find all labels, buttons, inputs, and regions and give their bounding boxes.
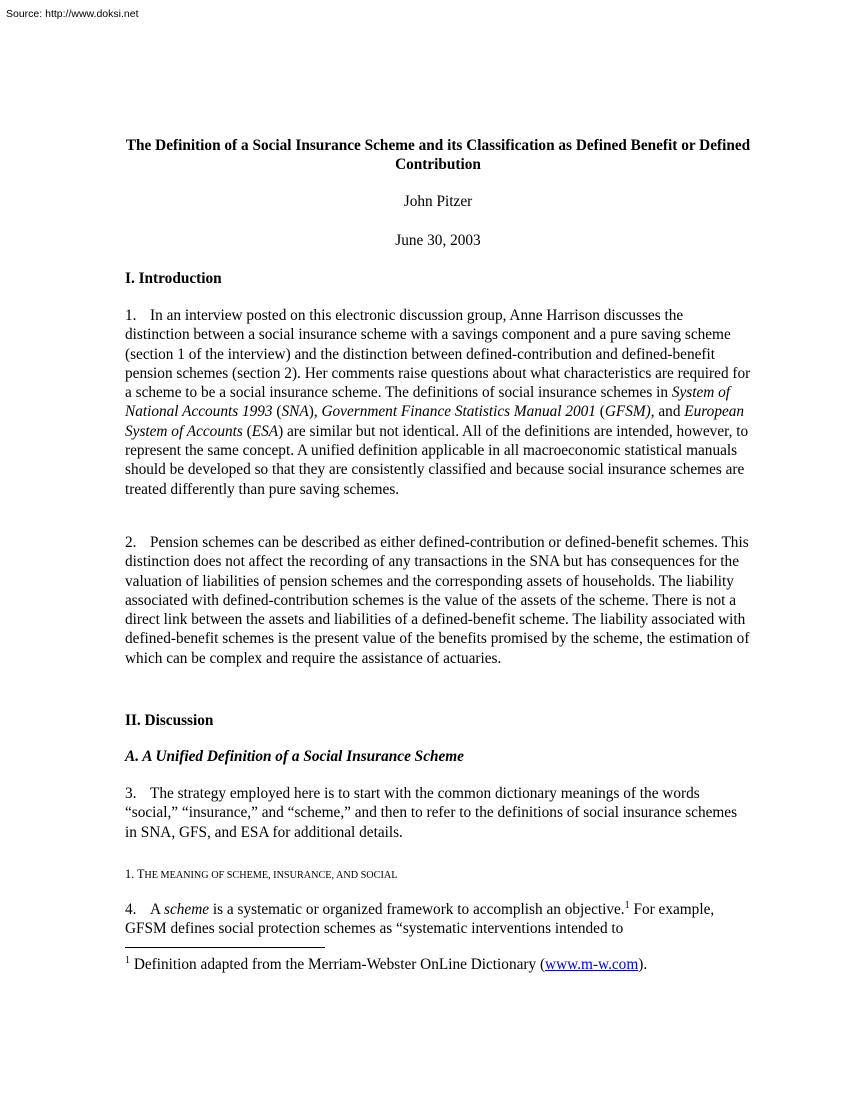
paragraph-number: 4. [125,901,137,918]
footnote: $^1$ Definition adapted from the Merriam-Webster OnLine Dictionary (www.m-w.com). [125,954,648,973]
footnote-link[interactable]: www.m-w.com [545,956,639,973]
date: June 30, 2003 [395,232,481,249]
section-heading-discussion: II. Discussion [125,712,214,729]
paragraph-1: 1. In an interview posted on this electronic discussion group, Anne Harrison discusses the distinction between a social insurance scheme with a savings component and a pure saving scheme (section 1 of the interview) and the distinction between defined-contribution and defined-benefit pension schemes (section 2). Her comments raise questions about what characteristics are required for a scheme to be a social insurance scheme. The definitions of social insurance schemes in System of National Accounts 1993 (SNA), Government Finance Statistics Manual 2001 (GFSM), and European System of Accounts (ESA) are similar but not identical. All of the definitions are intended, however, to represent the same concept. A unified definition applicable in all macroeconomic statistical manuals should be developed so that they are consistently classified and because social insurance schemes are treated differently than pure saving schemes. [125,307,751,498]
subsection-heading: A. A Unified Definition of a Social Insurance Scheme [125,748,464,765]
footnote-number: 1 [125,954,130,966]
section-heading-introduction: I. Introduction [125,270,222,287]
paragraph-number: 2. [125,534,137,551]
paragraph-number: 3. [125,785,137,802]
paragraph-3: 3. The strategy employed here is to start with the common dictionary meanings of the words “social,” “insurance,” and “scheme,” and then to refer to the definitions of social insurance schemes in SNA, GFS, and ESA for additional details. [125,785,738,841]
footnote-divider [125,947,325,948]
document-title: The Definition of a Social Insurance Scheme and its Classification as Defined Benefit or Defined Contribution [125,137,751,173]
author: John Pitzer [403,193,473,210]
paragraph-2: 2. Pension schemes can be described as either defined-contribution or defined-benefit schemes. This distinction does not affect the recording of any transactions in the SNA but has consequences for the valuation of liabilities of pension schemes and the corresponding assets of households. The liability associated with defined-contribution schemes is the value of the assets of the scheme. There is not a direct link between the assets and liabilities of a defined-benefit scheme. The liability associated with defined-benefit schemes is the present value of the benefits promised by the scheme, the estimation of which can be complex and require the assistance of actuaries. [125,534,750,667]
paragraph-4: 4. A scheme is a systematic or organized framework to accomplish an objective.$^1$ For example, GFSM defines social protection schemes as “systematic interventions intended to [125,899,715,938]
source-url: Source: http://www.doksi.net [6,8,139,20]
footnote-ref: 1 [624,899,630,911]
subsubsection-heading: 1. THE MEANING OF SCHEME, INSURANCE, AND SOCIAL [125,867,398,881]
paragraph-number: 1. [125,307,137,324]
